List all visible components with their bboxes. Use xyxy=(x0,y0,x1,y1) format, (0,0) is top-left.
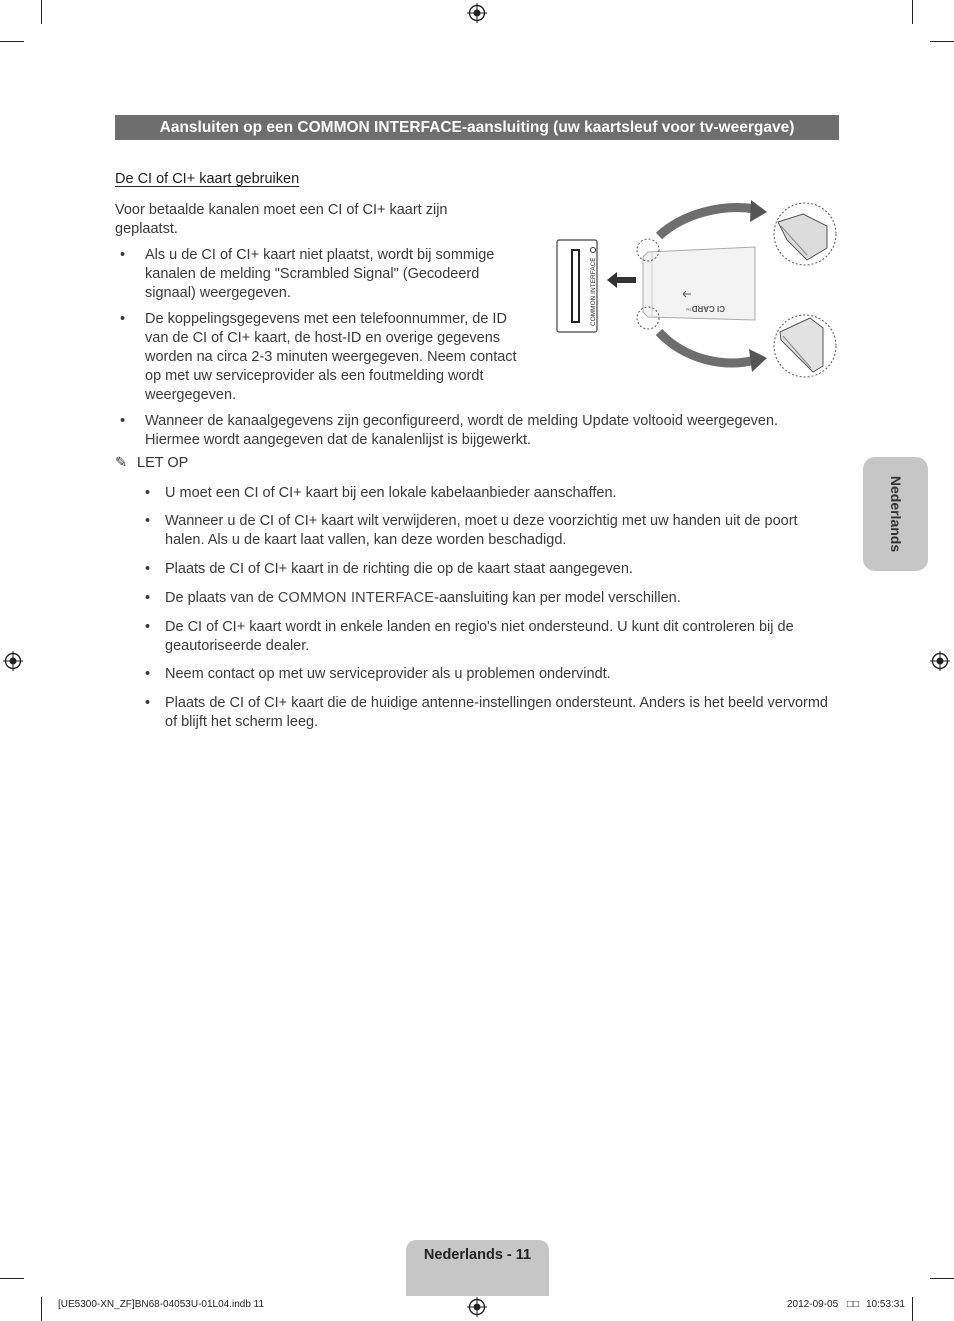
note-heading xyxy=(115,455,188,471)
intro-paragraph: Voor betaalde kanalen moet een CI of CI+ kaart zijn geplaatst. xyxy=(115,202,448,237)
note-heading-text: LET OP xyxy=(137,455,189,471)
bullet-marker: • xyxy=(145,485,151,501)
page-number: Nederlands - 11 xyxy=(423,1247,532,1263)
note-item-text: U moet een CI of CI+ kaart bij een lokale kabelaanbieder aanschaffen. xyxy=(165,485,617,501)
note-item-text: Wanneer u de CI of CI+ kaart wilt verwijderen, moet u deze voorzichtig met uw handen uit de poort halen. Als u de kaart laat vallen, kan deze worden beschadigd. xyxy=(165,513,798,548)
note-item-text xyxy=(165,589,835,608)
bullet-marker: • xyxy=(120,413,126,429)
registration-mark-icon xyxy=(467,1297,487,1317)
section-title: Aansluiten op een COMMON INTERFACE-aansluiting (uw kaartsleuf voor tv-weergave) xyxy=(115,115,839,140)
footer-file: [UE5300-XN_ZF]BN68-04053U-01L04.indb 11 xyxy=(58,1299,265,1310)
bullet-marker: • xyxy=(145,619,151,635)
bullet-marker: • xyxy=(120,247,126,263)
registration-mark-icon xyxy=(930,651,950,671)
crop-mark xyxy=(0,41,24,42)
list-item-text: De koppelingsgegevens met een telefoonnummer, de ID van de CI of CI+ kaart, de host-ID en overige gegevens worden na circa 2-3 minuten weergegeven. Neem contact op met uw serviceprovider als een foutmelding wordt weergegeven. xyxy=(145,311,517,403)
list-item-text: Wanneer de kanaalgegevens zijn geconfigureerd, wordt de melding Update voltooid weergegeven. Hiermee wordt aangegeven dat de kanalenlijst is bijgewerkt. xyxy=(145,413,779,448)
registration-mark-icon xyxy=(467,3,487,23)
note-item-text: Plaats de CI of CI+ kaart die de huidige antenne-instellingen ondersteunt. Anders is het beeld vervormd of blijft het scherm leeg. xyxy=(165,695,828,730)
common-interface-term: COMMON INTERFACE xyxy=(277,590,435,606)
crop-mark xyxy=(912,1297,913,1321)
zoom-arrow-head-icon xyxy=(750,200,767,222)
registration-mark-icon xyxy=(3,651,23,671)
language-side-tab xyxy=(863,457,928,571)
card-trademark: TM xyxy=(686,307,692,312)
note-item-text: Plaats de CI of CI+ kaart in de richting die op de kaart staat aangegeven. xyxy=(165,561,633,577)
bullet-marker: • xyxy=(145,513,151,529)
crop-mark xyxy=(41,1297,42,1321)
footer-date: 2012-09-05 xyxy=(787,1299,839,1310)
card-label: CI CARD xyxy=(691,304,725,313)
crop-mark xyxy=(0,1278,24,1279)
zoom-arrow-icon xyxy=(659,208,755,236)
crop-mark xyxy=(930,1278,954,1279)
footer-boxes: □□ xyxy=(847,1299,860,1310)
bullet-marker: • xyxy=(120,311,126,327)
crop-mark xyxy=(41,0,42,24)
bullet-marker: • xyxy=(145,666,151,682)
pencil-icon: ✎ xyxy=(115,455,128,471)
side-tab-label: Nederlands xyxy=(887,475,904,553)
bullet-marker: • xyxy=(145,590,151,606)
note-item-text-before: De plaats van de xyxy=(165,590,278,606)
bullet-marker: • xyxy=(145,561,151,577)
note-item-text-after: -aansluiting kan per model verschillen. xyxy=(434,590,681,606)
note-item-text: Neem contact op met uw serviceprovider als u problemen ondervindt. xyxy=(165,666,611,682)
crop-mark xyxy=(912,0,913,24)
note-item-text: De CI of CI+ kaart wordt in enkele landen en regio's niet ondersteund. U kunt dit controleren bij de geautoriseerde dealer. xyxy=(165,619,794,654)
page-number-tab xyxy=(406,1240,549,1296)
bullet-marker: • xyxy=(145,695,151,711)
zoom-arrow-icon xyxy=(659,332,755,363)
subheading: De CI of CI+ kaart gebruiken xyxy=(115,171,300,187)
insert-arrow-icon xyxy=(607,272,636,288)
crop-mark xyxy=(930,41,954,42)
ci-card-illustration xyxy=(555,200,840,380)
list-item-text: Als u de CI of CI+ kaart niet plaatst, wordt bij sommige kanalen de melding "Scrambled Signal" (Gecodeerd signaal) weergegeven. xyxy=(145,247,495,301)
footer-time: 10:53:31 xyxy=(866,1299,905,1310)
slot-label: COMMON INTERFACE xyxy=(590,257,597,326)
zoom-arrow-head-icon xyxy=(749,349,767,372)
